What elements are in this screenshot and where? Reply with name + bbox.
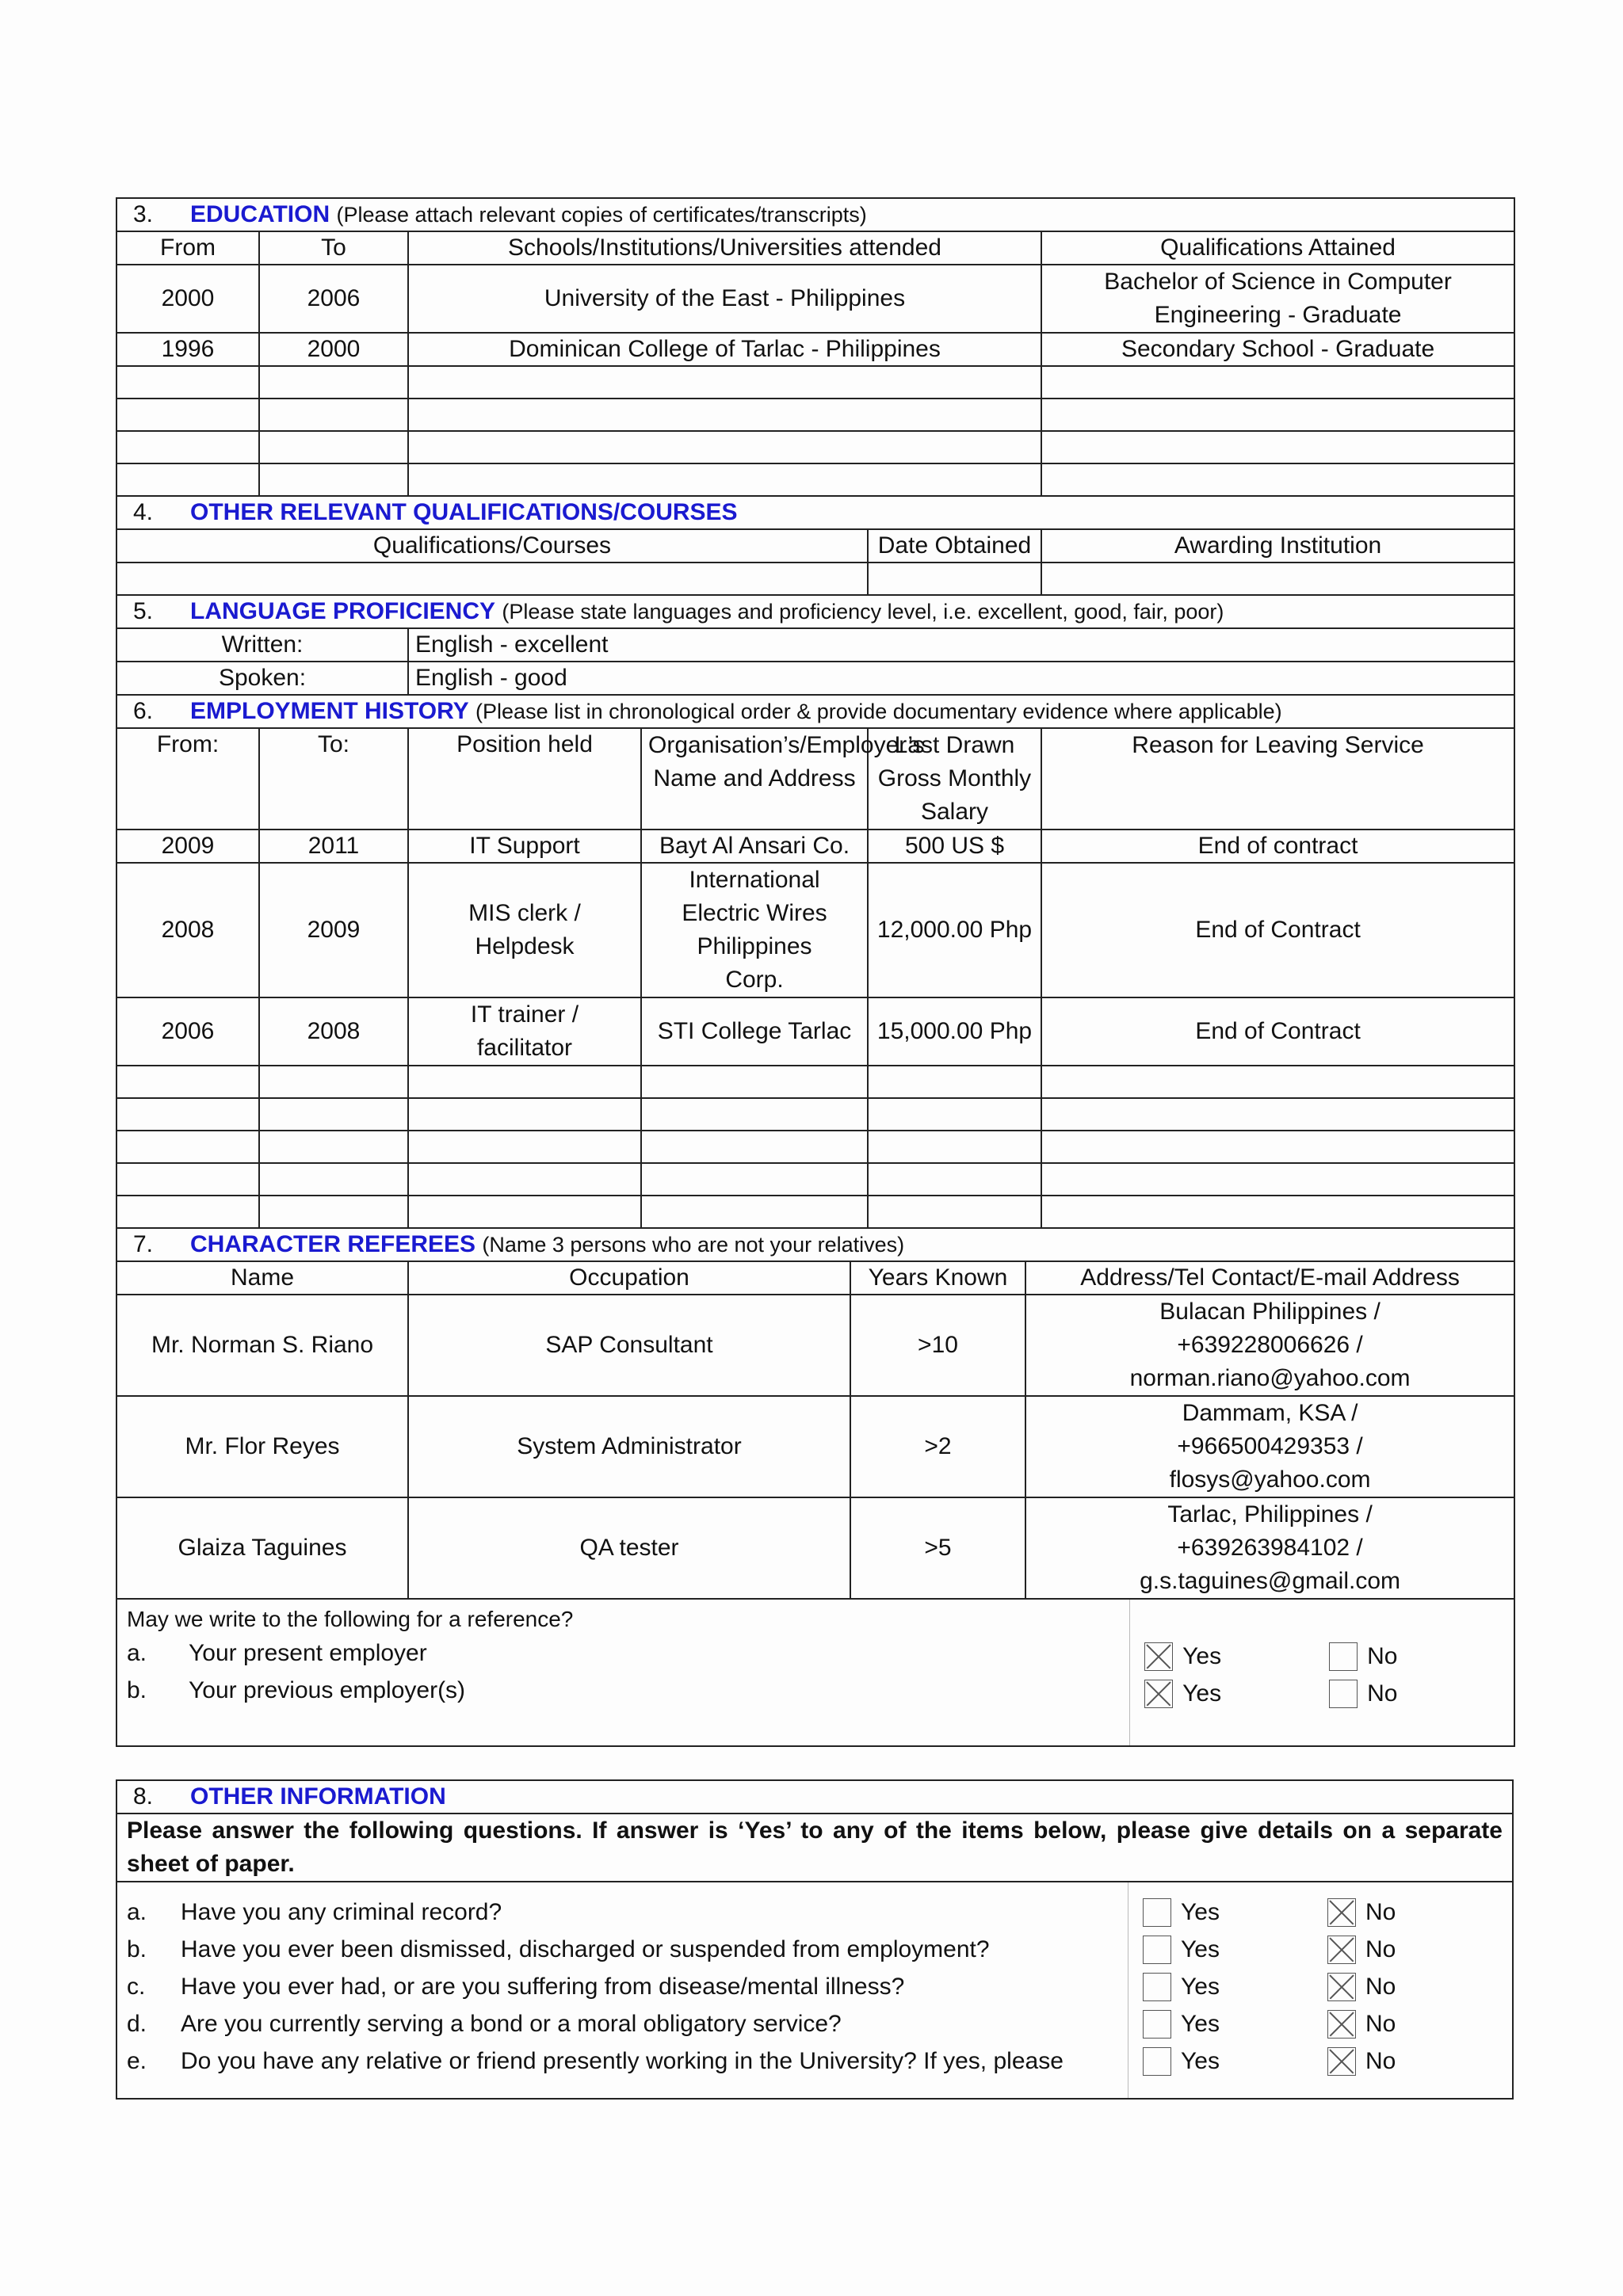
previous-employer-label: Your previous employer(s) <box>189 1676 466 1703</box>
col-to: To <box>259 231 408 265</box>
col-courses: Qualifications/Courses <box>116 529 868 563</box>
criminal-no-checkbox[interactable] <box>1327 1898 1356 1927</box>
other-info-table <box>116 1779 1514 2100</box>
edu-to: 2000 <box>259 333 408 366</box>
dismissed-question: Have you ever been dismissed, discharged or suspended from employment? <box>181 1936 990 1962</box>
no-label: No <box>1365 2010 1396 2037</box>
emp-employer: Bayt Al Ansari Co. <box>641 830 868 863</box>
col-to: To: <box>259 728 408 830</box>
yes-label: Yes <box>1182 1642 1222 1669</box>
illness-yes-checkbox[interactable] <box>1143 1973 1171 2001</box>
col-from: From: <box>116 728 259 830</box>
illness-question: Have you ever had, or are you suffering from disease/mental illness? <box>181 1973 905 2000</box>
criminal-yes-checkbox[interactable] <box>1143 1898 1171 1927</box>
bond-no-checkbox[interactable] <box>1327 2010 1356 2039</box>
edu-qualification: Secondary School - Graduate <box>1041 333 1514 366</box>
questions-row <box>116 1882 1513 2099</box>
referee-name: Mr. Norman S. Riano <box>116 1295 408 1396</box>
emp-position: IT trainer / facilitator <box>408 997 641 1066</box>
education-section-header <box>116 198 1514 231</box>
emp-salary: 12,000.00 Php <box>868 863 1041 997</box>
referees-note: (Name 3 persons who are not your relatives) <box>482 1233 905 1257</box>
referee-contact: Tarlac, Philippines / +639263984102 / g.s.taguines@gmail.com <box>1025 1497 1514 1599</box>
item-letter: b. <box>127 1936 147 1962</box>
written-label: Written: <box>116 628 408 662</box>
emp-position: MIS clerk / Helpdesk <box>408 863 641 997</box>
language-title: LANGUAGE PROFICIENCY <box>190 598 496 624</box>
reference-permission-row <box>116 1599 1514 1746</box>
emp-salary: 500 US $ <box>868 830 1041 863</box>
relative-question: Do you have any relative or friend presently working in the University? If yes, please <box>181 2047 1064 2074</box>
col-qualification: Qualifications Attained <box>1041 231 1514 265</box>
present-employer-label: Your present employer <box>189 1639 427 1666</box>
no-label: No <box>1365 1936 1396 1962</box>
no-label: No <box>1365 1973 1396 2000</box>
empty-row <box>116 1163 1514 1196</box>
instruction-row <box>116 1814 1513 1882</box>
section-number: 5. <box>133 598 154 624</box>
referee-contact: Dammam, KSA / +966500429353 / flosys@yahoo.com <box>1025 1396 1514 1497</box>
emp-from: 2009 <box>116 830 259 863</box>
empty-row <box>116 431 1514 463</box>
referee-name: Mr. Flor Reyes <box>116 1396 408 1497</box>
spoken-value: English - good <box>408 662 1514 695</box>
edu-from: 1996 <box>116 333 259 366</box>
item-letter: c. <box>127 1973 146 2000</box>
yes-label: Yes <box>1181 1936 1220 1962</box>
spoken-label: Spoken: <box>116 662 408 695</box>
edu-qualification: Bachelor of Science in Computer Engineering - Graduate <box>1041 265 1514 333</box>
bond-question: Are you currently serving a bond or a moral obligatory service? <box>181 2010 842 2037</box>
previous-employer-no-checkbox[interactable] <box>1329 1680 1358 1708</box>
edu-from: 2000 <box>116 265 259 333</box>
item-letter: b. <box>127 1676 147 1703</box>
yes-label: Yes <box>1181 1898 1220 1925</box>
referee-years: >10 <box>850 1295 1025 1396</box>
col-reason: Reason for Leaving Service <box>1041 728 1514 830</box>
qualifications-column-headers <box>116 529 1514 563</box>
no-label: No <box>1367 1680 1398 1707</box>
language-section-header <box>116 595 1514 628</box>
col-position: Position held <box>408 728 641 830</box>
spoken-row <box>116 662 1514 695</box>
yes-label: Yes <box>1181 2010 1220 2037</box>
emp-from: 2006 <box>116 997 259 1066</box>
referee-years: >2 <box>850 1396 1025 1497</box>
section-number: 6. <box>133 698 154 724</box>
table-row <box>116 1295 1514 1396</box>
dismissed-no-checkbox[interactable] <box>1327 1936 1356 1964</box>
edu-school: Dominican College of Tarlac - Philippines <box>408 333 1041 366</box>
empty-row <box>116 563 1514 595</box>
col-contact: Address/Tel Contact/E-mail Address <box>1025 1261 1514 1295</box>
present-employer-no-checkbox[interactable] <box>1329 1642 1358 1671</box>
empty-row <box>116 399 1514 431</box>
yes-label: Yes <box>1181 2047 1220 2074</box>
edu-school: University of the East - Philippines <box>408 265 1041 333</box>
referee-occupation: SAP Consultant <box>408 1295 850 1396</box>
col-school: Schools/Institutions/Universities attended <box>408 231 1041 265</box>
no-label: No <box>1367 1642 1398 1669</box>
yes-label: Yes <box>1181 1973 1220 2000</box>
employment-note: (Please list in chronological order & provide documentary evidence where applicable) <box>475 700 1282 723</box>
col-date-obtained: Date Obtained <box>868 529 1041 563</box>
instruction-text: Please answer the following questions. If answer is ‘Yes’ to any of the items below, please give details on a separate sheet of paper. <box>116 1814 1513 1882</box>
illness-no-checkbox[interactable] <box>1327 1973 1356 2001</box>
referees-column-headers <box>116 1261 1514 1295</box>
previous-employer-yes-checkbox[interactable] <box>1144 1680 1173 1708</box>
employment-column-headers <box>116 728 1514 830</box>
col-salary: Last Drawn Gross Monthly Salary <box>868 728 1041 830</box>
emp-employer: International Electric Wires Philippines Corp. <box>641 863 868 997</box>
table-row <box>116 863 1514 997</box>
bond-yes-checkbox[interactable] <box>1143 2010 1171 2039</box>
emp-from: 2008 <box>116 863 259 997</box>
table-row <box>116 830 1514 863</box>
referee-name: Glaiza Taguines <box>116 1497 408 1599</box>
emp-salary: 15,000.00 Php <box>868 997 1041 1066</box>
section-number: 3. <box>133 201 154 227</box>
education-column-headers <box>116 231 1514 265</box>
no-label: No <box>1365 2047 1396 2074</box>
table-row <box>116 997 1514 1066</box>
qualifications-section-header <box>116 496 1514 529</box>
education-title: EDUCATION <box>190 201 330 227</box>
criminal-record-question: Have you any criminal record? <box>181 1898 502 1925</box>
emp-to: 2011 <box>259 830 408 863</box>
empty-row <box>116 1098 1514 1131</box>
referee-contact: Bulacan Philippines / +639228006626 / norman.riano@yahoo.com <box>1025 1295 1514 1396</box>
emp-reason: End of Contract <box>1041 997 1514 1066</box>
col-name: Name <box>116 1261 408 1295</box>
empty-row <box>116 366 1514 399</box>
dismissed-yes-checkbox[interactable] <box>1143 1936 1171 1964</box>
col-awarding-institution: Awarding Institution <box>1041 529 1514 563</box>
other-info-section-header <box>116 1780 1513 1814</box>
written-row <box>116 628 1514 662</box>
empty-row <box>116 1196 1514 1228</box>
other-info-title: OTHER INFORMATION <box>190 1783 446 1810</box>
section-number: 4. <box>133 499 154 525</box>
emp-employer: STI College Tarlac <box>641 997 868 1066</box>
language-note: (Please state languages and proficiency level, i.e. excellent, good, fair, poor) <box>502 600 1224 624</box>
present-employer-yes-checkbox[interactable] <box>1144 1642 1173 1671</box>
section-number: 8. <box>133 1783 154 1810</box>
emp-position: IT Support <box>408 830 641 863</box>
education-note: (Please attach relevant copies of certificates/transcripts) <box>336 203 867 227</box>
col-from: From <box>116 231 259 265</box>
col-occupation: Occupation <box>408 1261 850 1295</box>
col-employer: Organisation’s/Employer’s Name and Address <box>641 728 868 830</box>
referee-years: >5 <box>850 1497 1025 1599</box>
main-form-table <box>116 197 1515 1747</box>
qualifications-title: OTHER RELEVANT QUALIFICATIONS/COURSES <box>190 499 738 525</box>
emp-to: 2009 <box>259 863 408 997</box>
empty-row <box>116 463 1514 496</box>
emp-to: 2008 <box>259 997 408 1066</box>
table-row <box>116 1396 1514 1497</box>
item-letter: a. <box>127 1898 147 1925</box>
relative-no-checkbox[interactable] <box>1327 2047 1356 2076</box>
employment-title: EMPLOYMENT HISTORY <box>190 698 469 724</box>
referees-section-header <box>116 1228 1514 1261</box>
written-value: English - excellent <box>408 628 1514 662</box>
table-row <box>116 1497 1514 1599</box>
empty-row <box>116 1131 1514 1163</box>
yes-label: Yes <box>1182 1680 1222 1707</box>
item-letter: a. <box>127 1639 147 1666</box>
referees-title: CHARACTER REFEREES <box>190 1231 476 1257</box>
col-years-known: Years Known <box>850 1261 1025 1295</box>
empty-row <box>116 1066 1514 1098</box>
referee-occupation: QA tester <box>408 1497 850 1599</box>
emp-reason: End of contract <box>1041 830 1514 863</box>
section-number: 7. <box>133 1231 154 1257</box>
employment-section-header <box>116 695 1514 728</box>
item-letter: e. <box>127 2047 147 2074</box>
reference-question: May we write to the following for a reference? <box>127 1607 574 1631</box>
table-row <box>116 333 1514 366</box>
item-letter: d. <box>127 2010 147 2037</box>
emp-reason: End of Contract <box>1041 863 1514 997</box>
no-label: No <box>1365 1898 1396 1925</box>
edu-to: 2006 <box>259 265 408 333</box>
relative-yes-checkbox[interactable] <box>1143 2047 1171 2076</box>
referee-occupation: System Administrator <box>408 1396 850 1497</box>
table-row <box>116 265 1514 333</box>
